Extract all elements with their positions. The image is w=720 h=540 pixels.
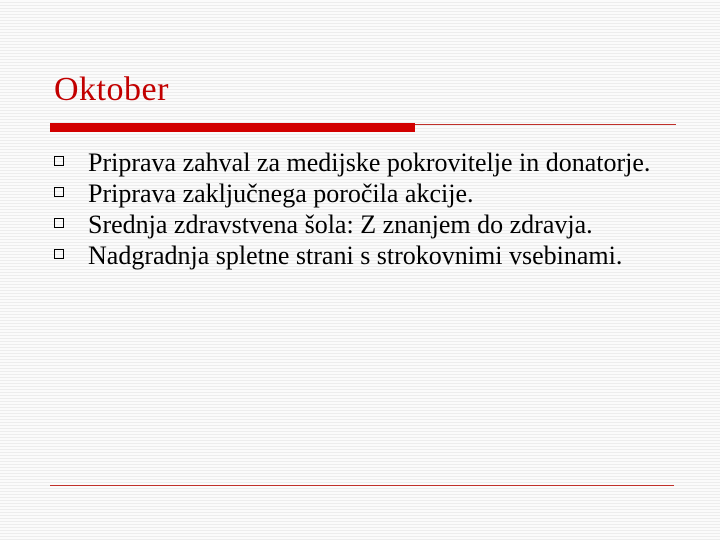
bullet-item xyxy=(54,240,694,271)
bullet-list xyxy=(54,147,694,271)
square-bullet-icon xyxy=(54,187,64,197)
title-underline-accent xyxy=(50,123,415,132)
bullet-text: Srednja zdravstvena šola: Z znanjem do zdravja. xyxy=(88,210,593,239)
bullet-item xyxy=(54,209,694,240)
bullet-text: Priprava zahval za medijske pokrovitelje in donatorje. xyxy=(88,148,651,177)
footer-rule xyxy=(50,485,674,486)
bullet-item xyxy=(54,178,694,209)
square-bullet-icon xyxy=(54,218,64,228)
square-bullet-icon xyxy=(54,249,64,259)
slide-title: Oktober xyxy=(54,71,169,108)
bullet-text: Nadgradnja spletne strani s strokovnimi vsebinami. xyxy=(88,241,623,270)
bullet-item xyxy=(54,147,694,178)
square-bullet-icon xyxy=(54,156,64,166)
bullet-text: Priprava zaključnega poročila akcije. xyxy=(88,179,474,208)
